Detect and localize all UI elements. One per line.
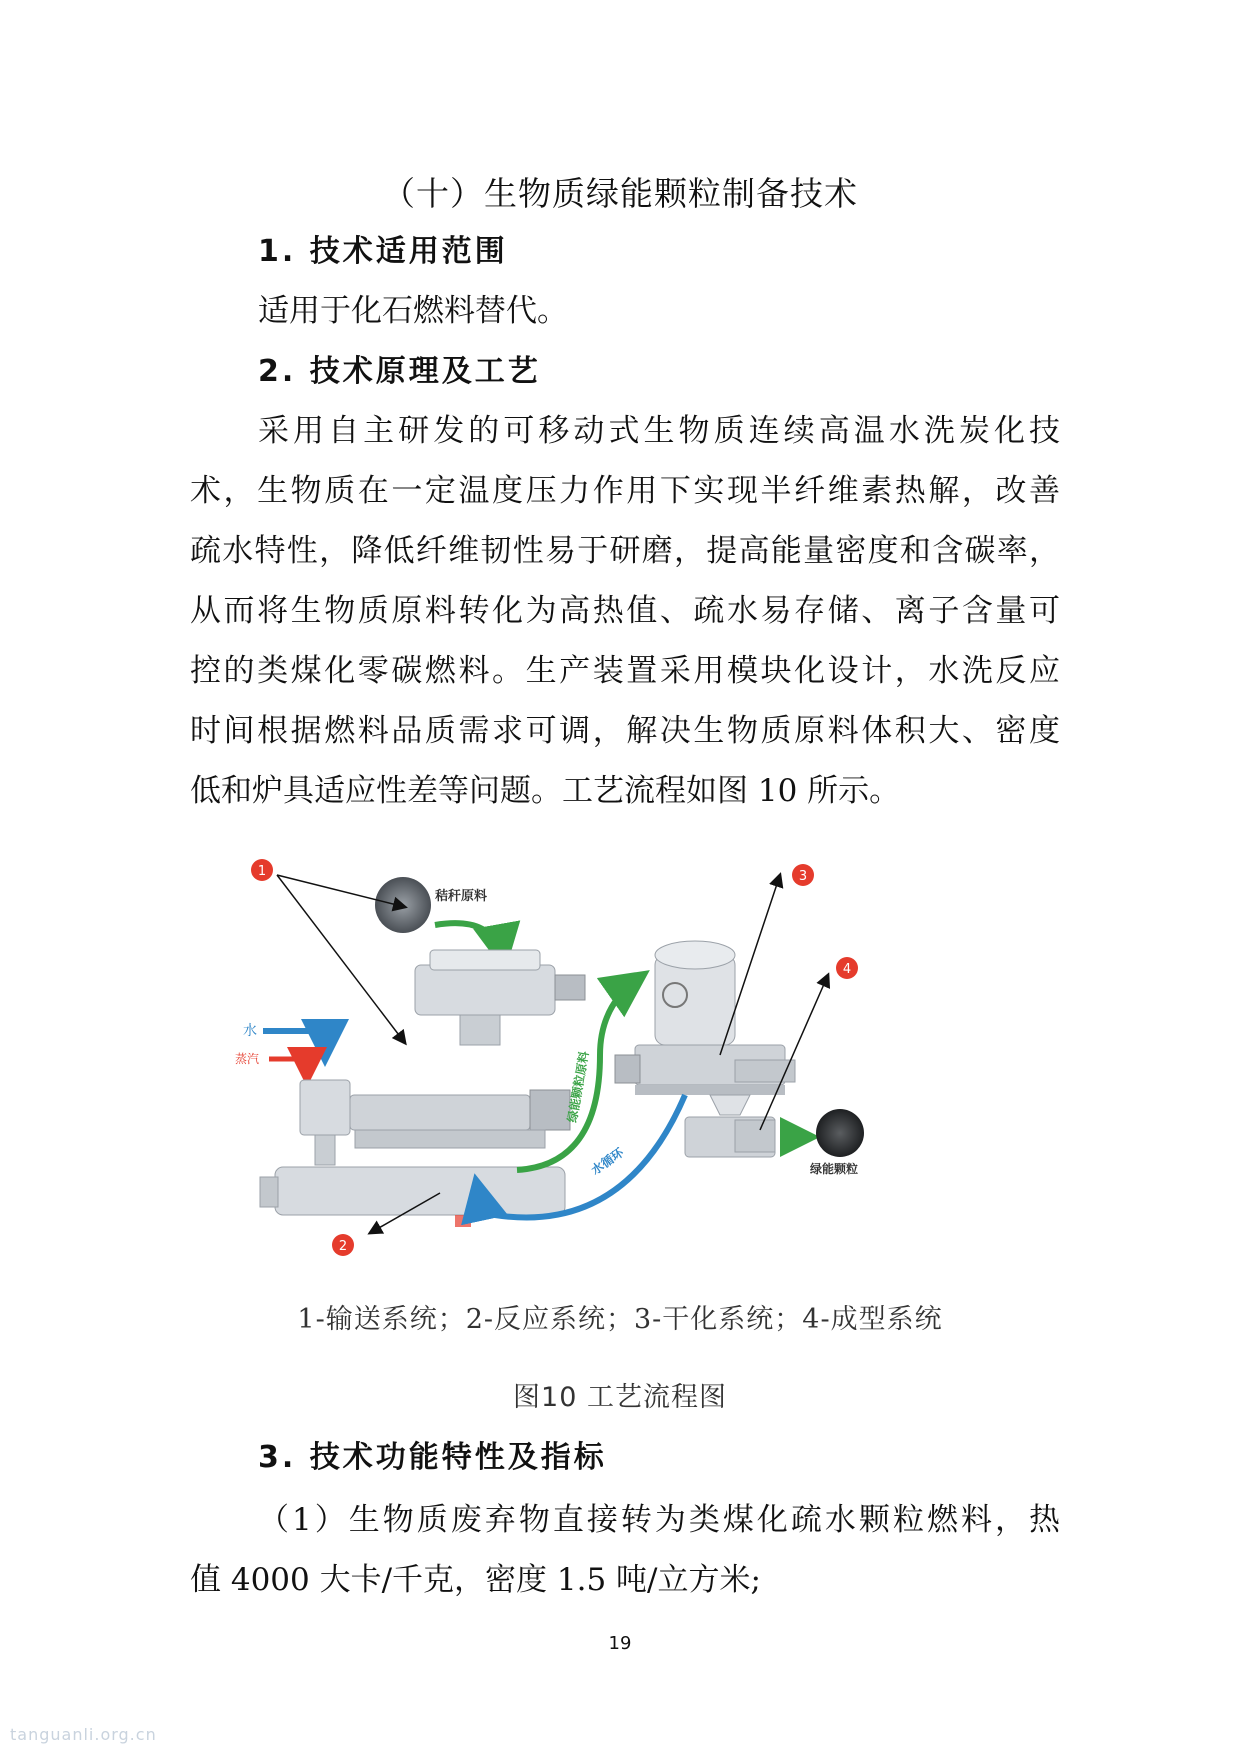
water-label: 水 [243, 1023, 257, 1039]
page-number: 19 [608, 1633, 632, 1654]
straw-label: 秸秆原料 [435, 889, 488, 904]
section2-line: 控的类煤化零碳燃料。生产装置采用模块化设计，水洗反应 [190, 653, 1060, 689]
green-raw-label: 绿能颗粒原料 [565, 1050, 592, 1124]
section2-line: 术，生物质在一定温度压力作用下实现半纤维素热解，改善 [190, 473, 1060, 509]
svg-text:1: 1 [257, 864, 267, 879]
straw-material-image [375, 877, 431, 933]
svg-text:4: 4 [842, 962, 852, 977]
steam-label: 蒸汽 [235, 1052, 260, 1066]
section3-heading: 3. 技术功能特性及指标 [258, 1440, 607, 1475]
marker-1 [251, 859, 273, 881]
page-title: （十）生物质绿能颗粒制备技术 [382, 174, 858, 213]
section2-line: 时间根据燃料品质需求可调，解决生物质原料体积大、密度 [190, 713, 1060, 749]
section2-line: 低和炉具适应性差等问题。工艺流程如图 10 所示。 [190, 773, 901, 809]
marker-4 [836, 957, 858, 979]
section2-line: 疏水特性，降低纤维韧性易于研磨，提高能量密度和含碳率， [190, 533, 1060, 569]
section3-line: （1）生物质废弃物直接转为类煤化疏水颗粒燃料，热 [258, 1502, 1060, 1538]
svg-text:3: 3 [798, 869, 808, 884]
green-pellet-image [816, 1109, 864, 1157]
section1-text: 适用于化石燃料替代。 [258, 293, 568, 329]
water-arrow [263, 1031, 325, 1055]
marker-3 [792, 864, 814, 886]
steam-arrow [269, 1059, 307, 1077]
conveyor-hopper [415, 950, 585, 1045]
feed-screw-system [300, 1080, 570, 1165]
drying-vessel [615, 941, 795, 1095]
figure-caption: 图10 工艺流程图 [513, 1382, 727, 1413]
marker-2 [332, 1234, 354, 1256]
figure-legend: 1-输送系统；2-反应系统；3-干化系统；4-成型系统 [297, 1304, 943, 1335]
section2-heading: 2. 技术原理及工艺 [258, 354, 541, 389]
process-flow-diagram [235, 855, 995, 1265]
section2-line: 采用自主研发的可移动式生物质连续高温水洗炭化技 [258, 413, 1060, 449]
water-cycle-label: 水循环 [588, 1145, 627, 1178]
section2-line: 从而将生物质原料转化为高热值、疏水易存储、离子含量可 [190, 593, 1060, 629]
section3-line: 值 4000 大卡/千克，密度 1.5 吨/立方米; [190, 1562, 761, 1598]
svg-text:2: 2 [338, 1239, 348, 1254]
section1-heading: 1. 技术适用范围 [258, 234, 508, 269]
green-pellet-label: 绿能颗粒 [810, 1162, 859, 1176]
watermark: tanguanli.org.cn [10, 1725, 157, 1744]
